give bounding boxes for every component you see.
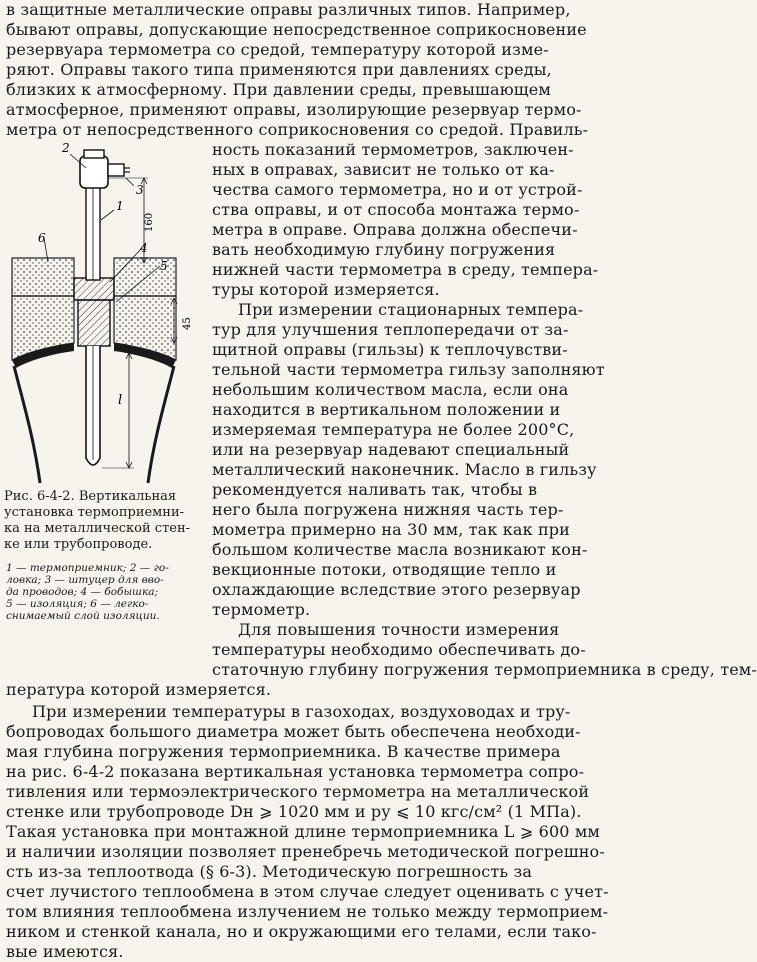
paragraph-line: вые имеются. — [6, 942, 124, 961]
legend-line: да проводов; 4 — бобышка; — [6, 586, 159, 598]
paragraph-line: близких к атмосферному. При давлении среды, превышающем — [6, 80, 552, 99]
paragraph-line: При измерении стационарных темпера- — [238, 300, 584, 319]
paragraph-line: том влияния теплообмена излучением не только между термоприем- — [6, 902, 609, 921]
paragraph-line: щитной оправы (гильзы) к теплочувстви- — [212, 340, 568, 359]
figure-caption — [4, 489, 204, 553]
dimension-160: 160 — [144, 212, 155, 232]
paragraph-line: ником и стенкой канала, но и окружающими его телами, если тако- — [6, 922, 597, 941]
paragraph-line: вать необходимую глубину погружения — [212, 240, 556, 259]
paragraph-line: сть из-за теплоотвода (§ 6-3). Методическую погрешность за — [6, 862, 533, 881]
legend-line: снимаемый слой изоляции. — [6, 610, 160, 622]
pipe-wall-curve-right — [148, 366, 174, 483]
boss-fitting — [74, 278, 114, 300]
pipe-wall-curve-left — [14, 366, 40, 483]
dimension-l: l — [118, 393, 123, 408]
label-2: 2 — [62, 141, 70, 155]
paragraph-line: счет лучистого теплообмена в этом случае следует оценивать с учет- — [6, 882, 609, 901]
label-3: 3 — [136, 183, 144, 197]
caption-line: установка термоприемни- — [4, 505, 185, 520]
paragraph-line: и наличии изоляции позволяет пренебречь методической погрешно- — [6, 842, 605, 861]
paragraph-line: векционные потоки, отводящие тепло и — [212, 560, 557, 579]
paragraph-line: измеряемая температура не более 200°С, — [212, 420, 575, 439]
legend-line: ловка; 3 — штуцер для вво- — [6, 574, 164, 586]
paragraph-line: метра в оправе. Оправа должна обеспечи- — [212, 220, 578, 239]
figure-legend — [6, 562, 204, 622]
removable-insulation-layer-left — [12, 258, 74, 296]
label-1: 1 — [116, 199, 124, 213]
paragraph-line: тур для улучшения теплопередачи от за- — [212, 320, 569, 339]
paragraph-line: находится в вертикальном положении и — [212, 400, 561, 419]
paragraph-line: небольшим количеством масла, если она — [212, 380, 569, 399]
caption-line: ка на металлической стен- — [4, 521, 191, 536]
caption-line: ке или трубопроводе. — [4, 537, 153, 552]
legend-line: 5 — изоляция; 6 — легко- — [6, 598, 149, 610]
paragraph-line: большом количестве масла возникают кон- — [212, 540, 588, 559]
paragraph-line: охлаждающие вследствие этого резервуар — [212, 580, 581, 599]
paragraph-line: ных в оправах, зависит не только от ка- — [212, 160, 555, 179]
paragraph-line: на рис. 6-4-2 показана вертикальная установка термометра сопро- — [6, 762, 585, 781]
paragraph-line: ность показаний термометров, заключен- — [212, 140, 574, 159]
paragraph-line: При измерении температуры в газоходах, воздуховодах и тру- — [32, 702, 571, 721]
paragraph-line: нижней части термометра в среду, темпера- — [212, 260, 599, 279]
label-4: 4 — [140, 241, 148, 255]
dimension-45: 45 — [182, 317, 193, 330]
paragraph-line: Для повышения точности измерения — [238, 620, 560, 639]
label-6: 6 — [38, 231, 46, 245]
legend-line: 1 — термоприемник; 2 — го- — [6, 562, 169, 574]
label-5: 5 — [160, 259, 168, 273]
paragraph-line: рекомендуется наливать так, чтобы в — [212, 480, 538, 499]
paragraph-line: бывают оправы, допускающие непосредственное соприкосновение — [6, 20, 587, 39]
paragraph-line: бопроводах большого диаметра может быть обеспечена необходи- — [6, 722, 581, 741]
paragraph-line: резервуара термометра со средой, температуру которой изме- — [6, 40, 549, 59]
paragraph-line: термометр. — [212, 600, 311, 619]
paragraph-line: него была погружена нижняя часть тер- — [212, 500, 564, 519]
paragraph-line: мая глубина погружения термоприемника. В качестве примера — [6, 742, 561, 761]
paragraph-line: или на резервуар надевают специальный — [212, 440, 570, 459]
paragraph-line: Такая установка при монтажной длине термоприемника L ⩾ 600 мм — [6, 822, 601, 841]
thermometer-installation-figure — [4, 138, 204, 490]
paragraph-line: чества самого термометра, но и от устрой- — [212, 180, 583, 199]
paragraph-line: стенке или трубопроводе Dн ⩾ 1020 мм и pу ⩽ 10 кгс/см² (1 МПа). — [6, 802, 582, 821]
paragraph-line: мометра примерно на 30 мм, так как при — [212, 520, 570, 539]
boss-body — [78, 300, 110, 346]
paragraph-line: металлический наконечник. Масло в гильзу — [212, 460, 597, 479]
caption-line: Рис. 6-4-2. Вертикальная — [4, 489, 177, 504]
paragraph-line: ряют. Оправы такого типа применяются при давлениях среды, — [6, 60, 552, 79]
paragraph-line: температуры необходимо обеспечивать до- — [212, 640, 586, 659]
wire-entry-fitting — [108, 164, 124, 176]
paragraph-line: в защитные металлические оправы различных типов. Например, — [6, 0, 571, 19]
paragraph-line: туры которой измеряется. — [212, 280, 440, 299]
thermometer-head — [80, 156, 108, 188]
paragraph-line: статочную глубину погружения термоприемника в среду, тем- — [212, 660, 757, 679]
paragraph-line: тельной части термометра гильзу заполняют — [212, 360, 605, 379]
paragraph-line: тивления или термоэлектрического термометра на металлической — [6, 782, 590, 801]
paragraph-line: атмосферное, применяют оправы, изолирующие резервуар термо- — [6, 100, 582, 119]
paragraph-line: метра от непосредственного соприкосновения со средой. Правиль- — [6, 120, 589, 139]
paragraph-line: пература которой измеряется. — [6, 680, 272, 699]
paragraph-line: ства оправы, и от способа монтажа термо- — [212, 200, 580, 219]
